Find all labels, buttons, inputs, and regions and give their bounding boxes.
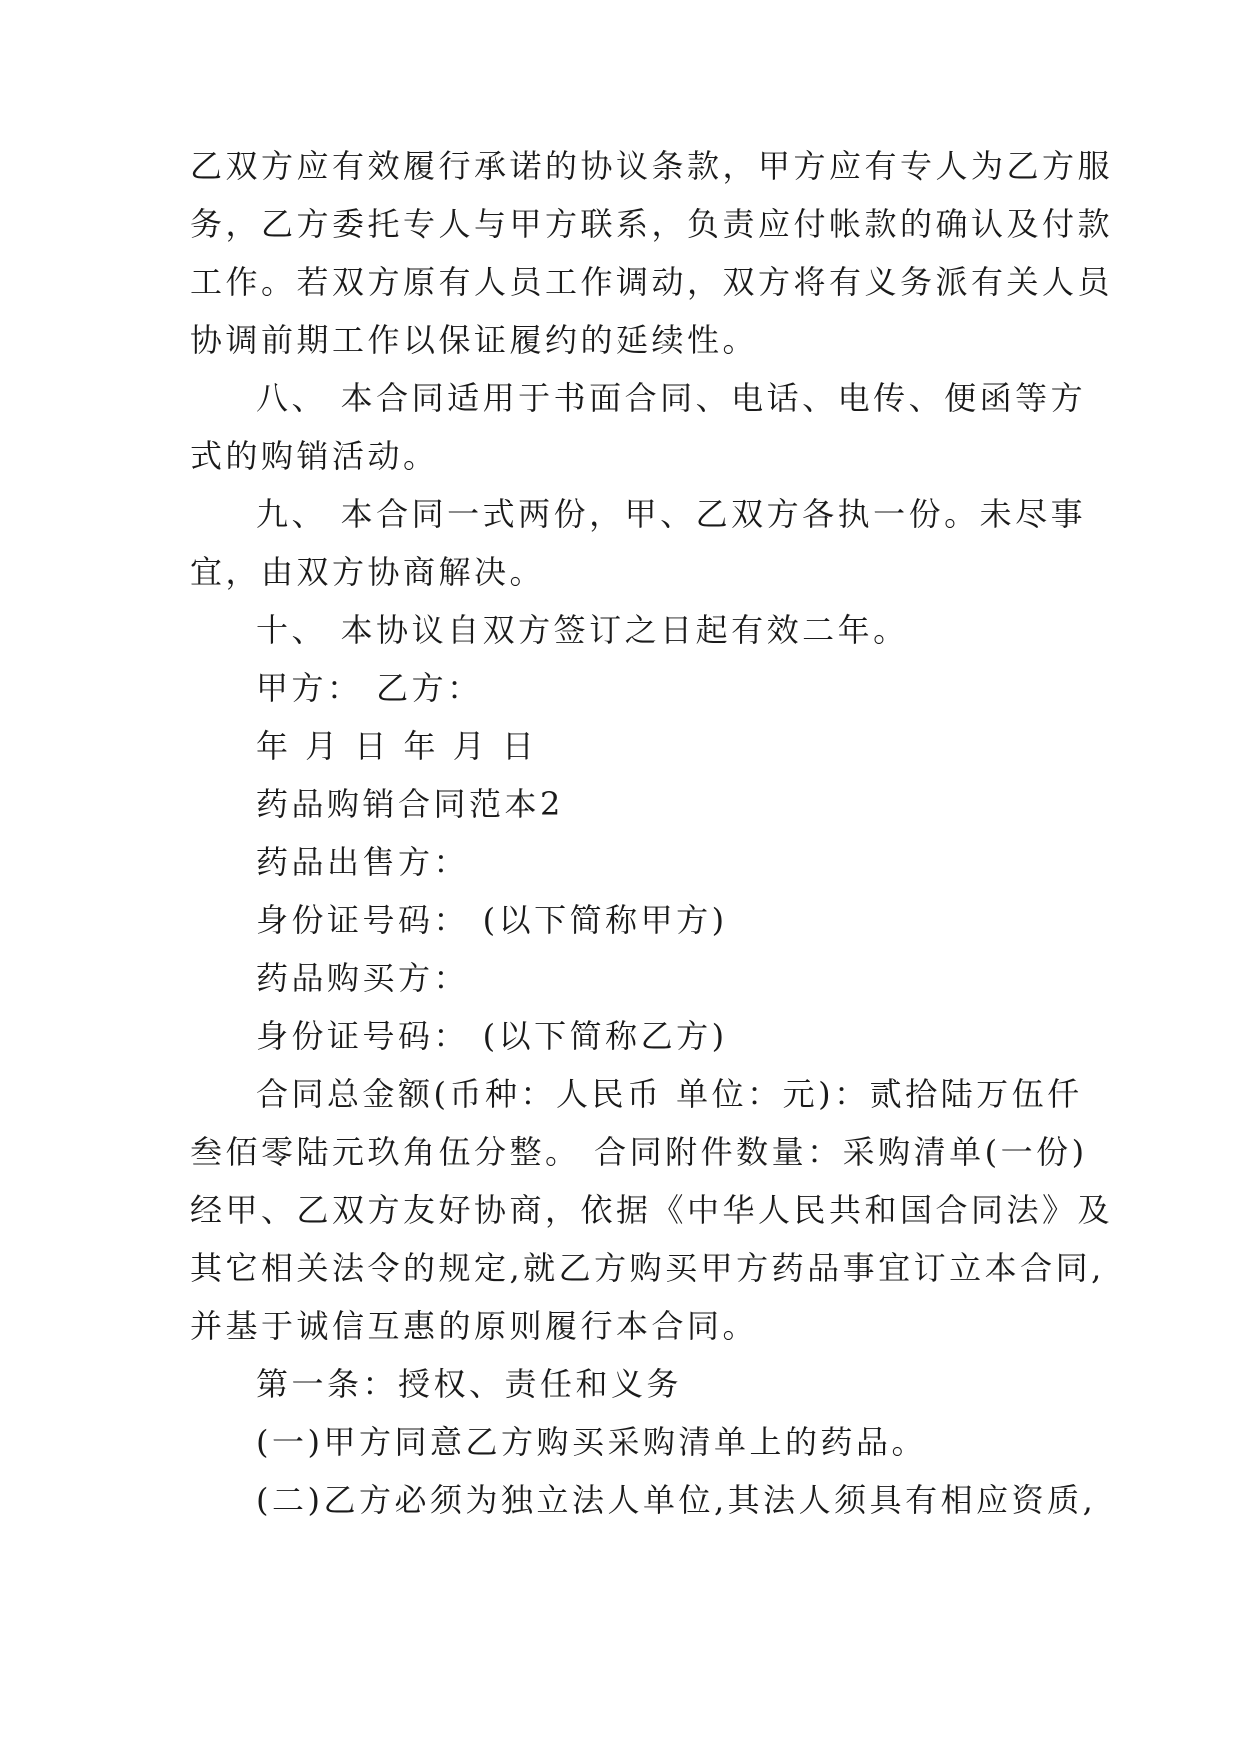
text-line: 务，乙方委托专人与甲方联系，负责应付帐款的确认及付款 [190, 205, 1114, 243]
text-line: 叁佰零陆元玖角伍分整。 合同附件数量：采购清单(一份) [190, 1133, 1088, 1171]
signature-parties: 甲方： 乙方： [256, 669, 483, 707]
clause-8: 八、 本合同适用于书面合同、电话、电传、便函等方 [256, 379, 1087, 417]
article-1-heading: 第一条：授权、责任和义务 [256, 1365, 683, 1403]
text-line: 其它相关法令的规定,就乙方购买甲方药品事宜订立本合同, [190, 1249, 1105, 1287]
text-line: 宜，由双方协商解决。 [190, 553, 546, 591]
text-line: 并基于诚信互惠的原则履行本合同。 [190, 1307, 759, 1345]
text-line: 式的购销活动。 [190, 437, 439, 475]
article-1-item-1: (一)甲方同意乙方购买采购清单上的药品。 [256, 1423, 927, 1461]
buyer-id-label: 身份证号码： (以下简称乙方) [256, 1017, 728, 1055]
clause-10: 十、 本协议自双方签订之日起有效二年。 [256, 611, 909, 649]
contract-title-2: 药品购销合同范本2 [256, 785, 564, 823]
text-line: 协调前期工作以保证履约的延续性。 [190, 321, 759, 359]
text-line: 经甲、乙双方友好协商，依据《中华人民共和国合同法》及 [190, 1191, 1114, 1229]
text-line: 工作。若双方原有人员工作调动，双方将有义务派有关人员 [190, 263, 1114, 301]
contract-amount: 合同总金额(币种：人民币 单位：元)：贰拾陆万伍仟 [256, 1075, 1083, 1113]
document-body [190, 137, 1114, 1529]
text-line: 乙双方应有效履行承诺的协议条款，甲方应有专人为乙方服 [190, 147, 1114, 185]
signature-dates: 年 月 日 年 月 日 [256, 727, 538, 765]
seller-label: 药品出售方： [256, 843, 470, 881]
seller-id-label: 身份证号码： (以下简称甲方) [256, 901, 728, 939]
clause-9: 九、 本合同一式两份，甲、乙双方各执一份。未尽事 [256, 495, 1087, 533]
article-1-item-2: (二)乙方必须为独立法人单位,其法人须具有相应资质, [256, 1481, 1097, 1519]
buyer-label: 药品购买方： [256, 959, 470, 997]
